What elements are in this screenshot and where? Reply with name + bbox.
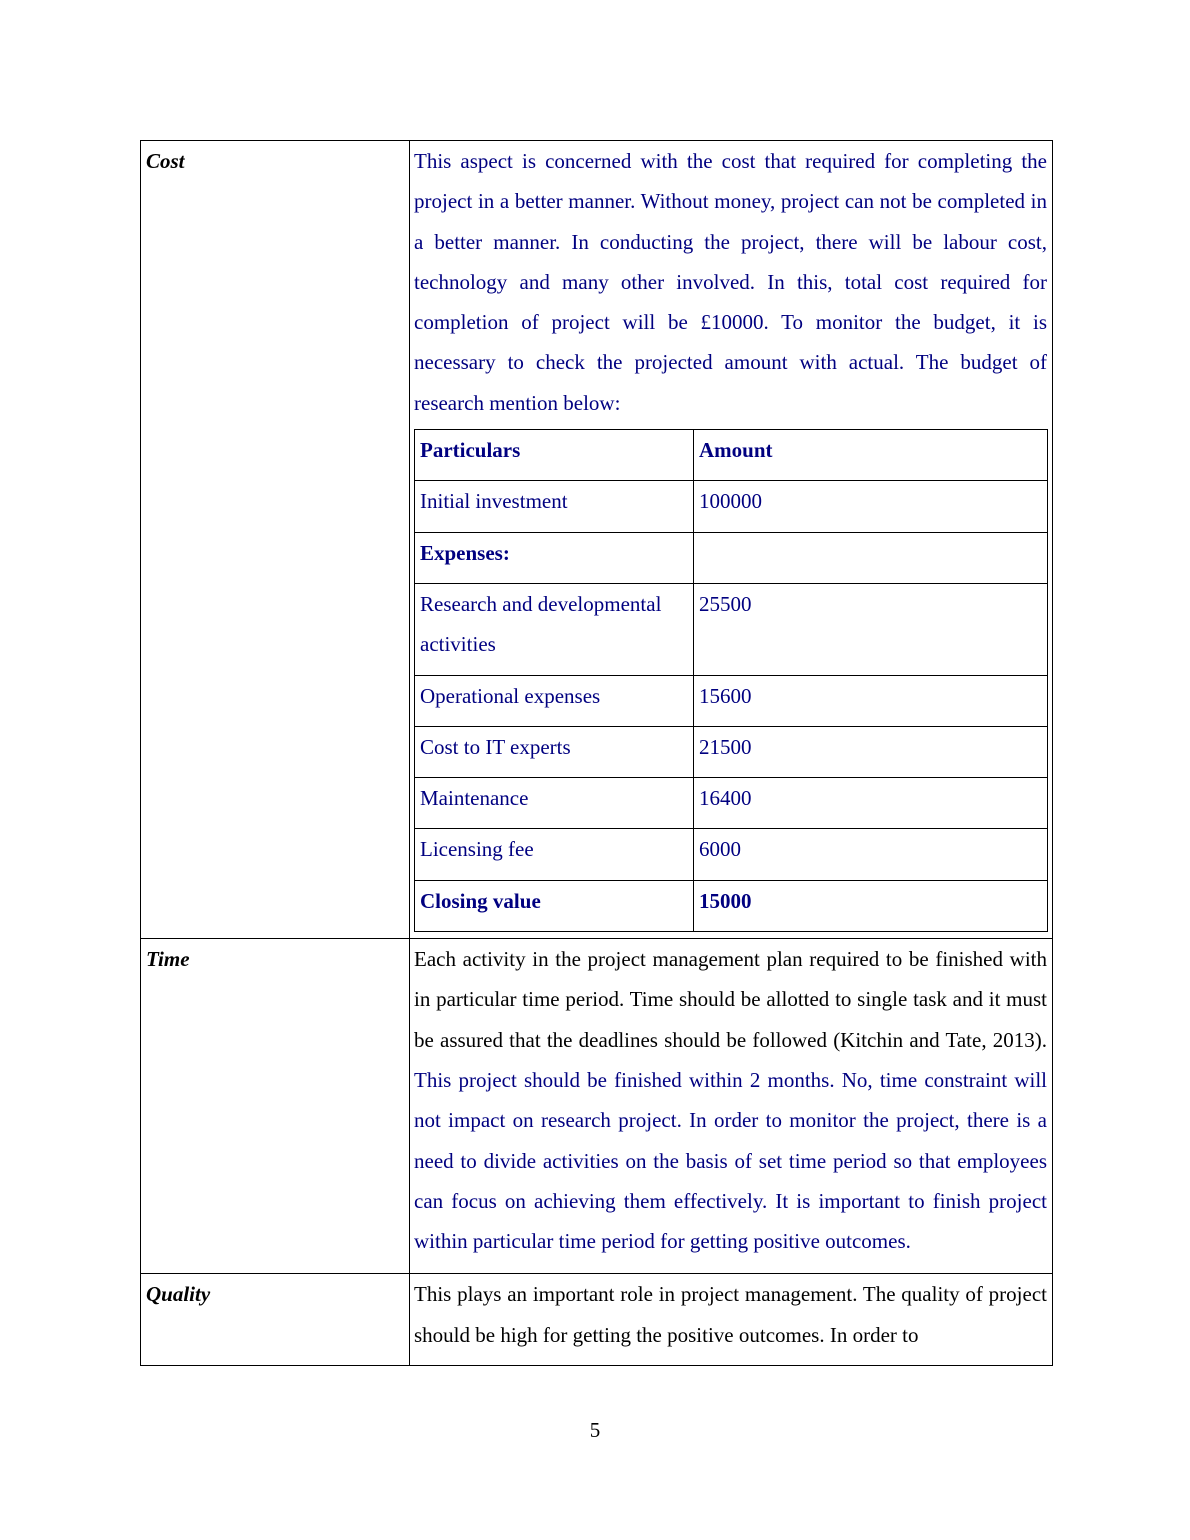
budget-row-value: 100000 [694, 481, 1048, 532]
page-number: 5 [589, 1418, 601, 1442]
budget-row-label: Licensing fee [415, 829, 694, 880]
budget-row [415, 778, 1048, 829]
budget-closing-label: Closing value [415, 880, 694, 931]
budget-row-value: 16400 [694, 778, 1048, 829]
budget-row-label: Maintenance [415, 778, 694, 829]
row-label-cell [141, 141, 410, 939]
budget-row-label: Cost to IT experts [415, 726, 694, 777]
budget-expenses-heading: Expenses: [415, 532, 694, 583]
budget-row-label: Operational expenses [415, 675, 694, 726]
budget-row [415, 726, 1048, 777]
row-label-time: Time [146, 947, 190, 972]
table-row-cost [141, 141, 1053, 939]
time-text-general: Each activity in the project management plan required to be finished with in particular time period. Time should be allotted to single task and it must be assured that the deadlines should be followed (Kitchin and Tate, 2013). [414, 947, 1047, 1052]
table-row-quality [141, 1274, 1053, 1366]
row-content-cell [410, 141, 1053, 939]
table-row-time [141, 939, 1053, 1274]
budget-row-value: 6000 [694, 829, 1048, 880]
row-label-cost: Cost [146, 149, 185, 173]
time-text-project: This project should be finished within 2 months. No, time constraint will not impact on research project. In order to monitor the project, there is a need to divide activities on the basis of set time period so that employees can focus on achieving them effectively. It is important to finish project within particular time period for getting positive outcomes. [414, 1067, 1047, 1254]
time-description [410, 939, 1052, 1273]
budget-row-value: 15600 [694, 675, 1048, 726]
row-content-cell [410, 1274, 1053, 1366]
budget-row-value: 21500 [694, 726, 1048, 777]
budget-row-value: 25500 [694, 583, 1048, 675]
budget-table [414, 429, 1048, 932]
row-label-cell [141, 1274, 410, 1366]
budget-closing-row [415, 880, 1048, 931]
row-content-cell [410, 939, 1053, 1274]
budget-row [415, 583, 1048, 675]
budget-row-value-empty [694, 532, 1048, 583]
project-constraints-table [140, 140, 1053, 1366]
cost-description: This aspect is concerned with the cost that required for completing the project in a better manner. Without money, project can not be completed in a better manner. In conducting the project, there will be labour cost, technology and many other involved. In this, total cost required for completion of project will be £10000. To monitor the budget, it is necessary to check the projected amount with actual. The budget of research mention below: [414, 149, 1047, 415]
budget-header-amount: Amount [694, 430, 1048, 481]
budget-row [415, 675, 1048, 726]
budget-row [415, 532, 1048, 583]
budget-header-row [415, 430, 1048, 481]
budget-row-label: Initial investment [415, 481, 694, 532]
row-label-cell [141, 939, 410, 1274]
row-label-quality: Quality [146, 1282, 211, 1307]
quality-description: This plays an important role in project management. The quality of project should be high for getting the positive outcomes. In order to [414, 1282, 1047, 1347]
budget-row-label: Research and developmental activities [415, 583, 694, 675]
budget-header-particulars: Particulars [415, 430, 694, 481]
budget-closing-value: 15000 [694, 880, 1048, 931]
budget-row [415, 829, 1048, 880]
budget-row [415, 481, 1048, 532]
